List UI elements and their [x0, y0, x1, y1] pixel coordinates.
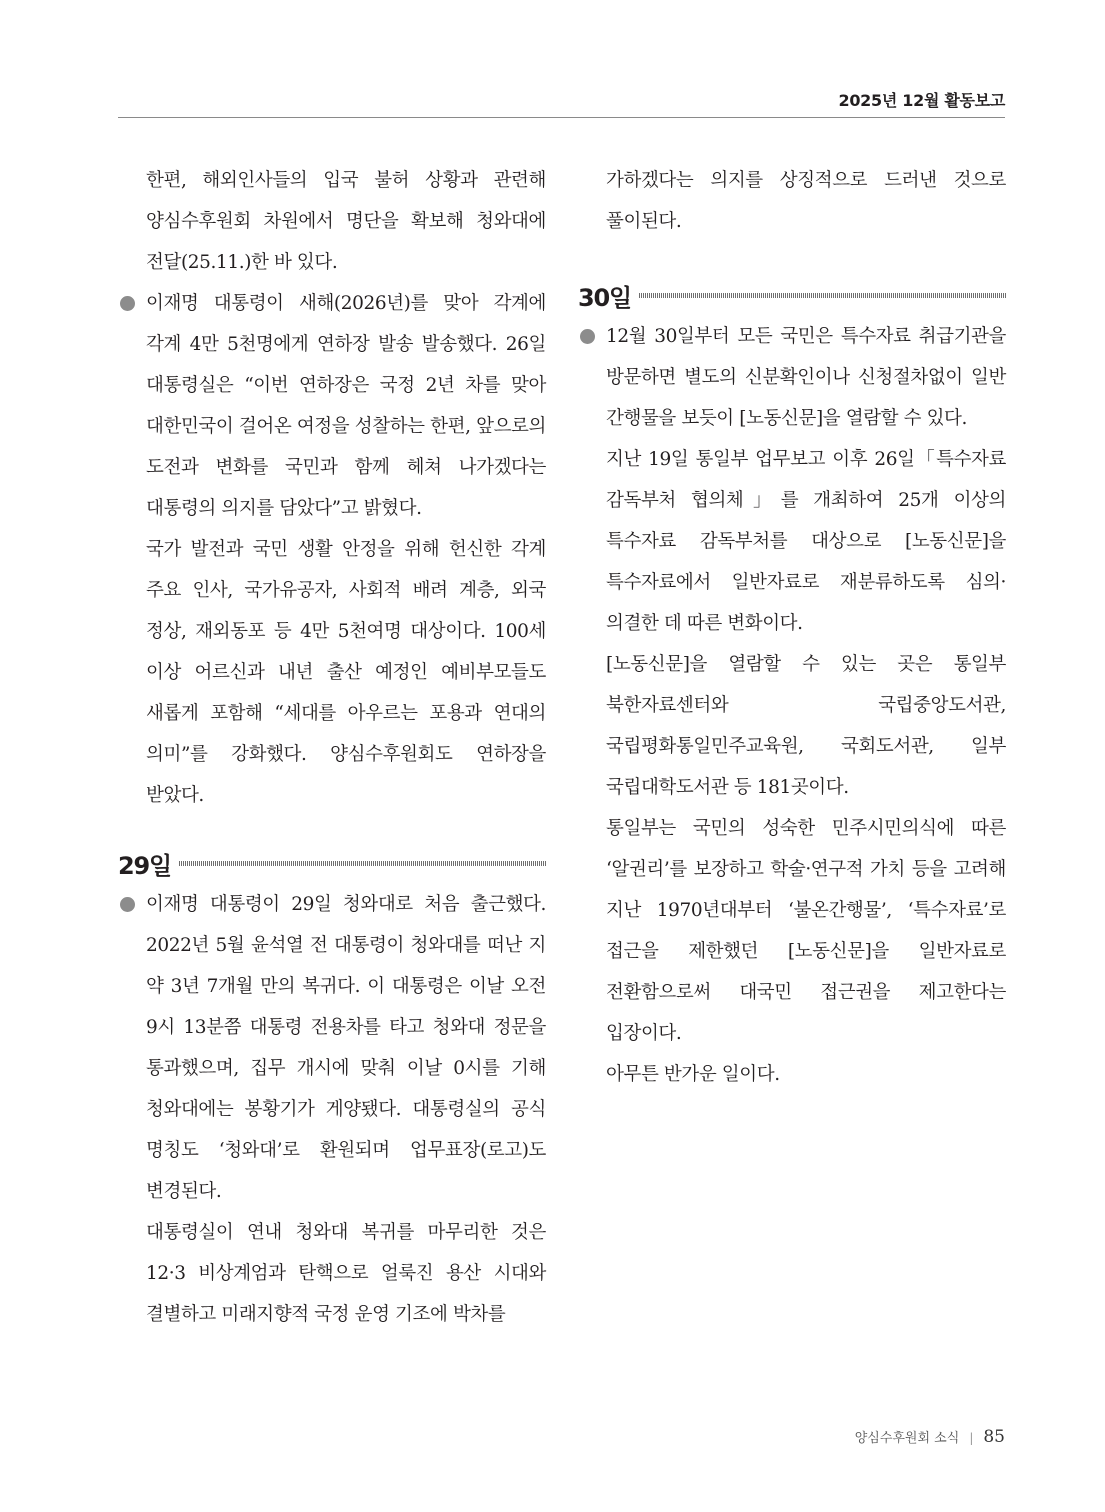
left-column	[118, 160, 546, 1335]
dotted-rule	[179, 861, 546, 866]
followup-paragraph: 지난 19일 통일부 업무보고 이후 26일「특수자료 감독부처 협의체」를 개최하여 25개 이상의 특수자료 감독부처를 대상으로 [노동신문]을 특수자료에서 일반자료로 재분류하도록 심의·의결한 데 따른 변화이다.	[606, 449, 1006, 634]
followup-paragraph: 국가 발전과 국민 생활 안정을 위해 헌신한 각계 주요 인사, 국가유공자, 사회적 배려 계층, 외국 정상, 재외동포 등 4만 5천여명 대상이다. 100세 이상 어르신과 내년 출산 예정인 예비부모들도 새롭게 포함해 “세대를 아우르는 포용과 연대의 의미”를 강화했다. 양심수후원회도 연하장을 받았다.	[146, 539, 546, 806]
running-header-title: 2025년 12월 활동보고	[838, 91, 1005, 110]
bullet-text: 이재명 대통령이 새해(2026년)를 맞아 각계에 각계 4만 5천명에게 연하장 발송 발송했다. 26일 대통령실은 “이번 연하장은 국정 2년 차를 맞아 대한민국이 걸어온 여정을 성찰하는 한편, 앞으로의 도전과 변화를 국민과 함께 헤쳐 나가겠다는 대통령의 의지를 담았다”고 밝혔다.	[146, 293, 546, 519]
followup-paragraph: 아무튼 반가운 일이다.	[606, 1064, 780, 1085]
bullet-item-rodong-sinmun	[578, 316, 1006, 439]
section-date: 30일	[578, 283, 631, 312]
followup-paragraph: 대통령실이 연내 청와대 복귀를 마무리한 것은 12·3 비상계엄과 탄핵으로 얼룩진 용산 시대와 결별하고 미래지향적 국정 운영 기조에 박차를	[146, 1222, 546, 1325]
section-date: 29일	[118, 851, 171, 880]
section-header-29	[118, 842, 546, 884]
bullet-item-new-year-cards	[118, 283, 546, 529]
continuation-paragraph: 가하겠다는 의지를 상징적으로 드러낸 것으로 풀이된다.	[606, 170, 1006, 232]
section-header-30	[578, 274, 1006, 316]
page-footer	[855, 1427, 1005, 1447]
publication-name: 양심수후원회 소식	[854, 1431, 960, 1446]
page-number: 85	[983, 1427, 1005, 1447]
bullet-icon	[120, 897, 135, 912]
bullet-icon	[580, 329, 595, 344]
footer-separator: |	[969, 1431, 974, 1445]
right-column	[578, 160, 1006, 1095]
header-divider	[118, 117, 1005, 118]
bullet-item-cheongwadae-return	[118, 884, 546, 1212]
followup-paragraph: 통일부는 국민의 성숙한 민주시민의식에 따른 ‘알권리’를 보장하고 학술·연구적 가치 등을 고려해 지난 1970년대부터 ‘불온간행물’, ‘특수자료’로 접근을 제한했던 [노동신문]을 일반자료로 전환함으로써 대국민 접근권을 제고한다는 입장이다.	[606, 818, 1006, 1044]
bullet-text: 이재명 대통령이 29일 청와대로 처음 출근했다. 2022년 5월 윤석열 전 대통령이 청와대를 떠난 지 약 3년 7개월 만의 복귀다. 이 대통령은 이날 오전 9시 13분쯤 대통령 전용차를 타고 청와대 정문을 통과했으며, 집무 개시에 맞춰 이날 0시를 기해 청와대에는 봉황기가 게양됐다. 대통령실의 공식 명칭도 ‘청와대’로 환원되며 업무표장(로고)도 변경된다.	[146, 894, 546, 1202]
intro-paragraph: 한편, 해외인사들의 입국 불허 상황과 관련해 양심수후원회 차원에서 명단을 확보해 청와대에 전달(25.11.)한 바 있다.	[146, 170, 546, 273]
bullet-text: 12월 30일부터 모든 국민은 특수자료 취급기관을 방문하면 별도의 신분확인이나 신청절차없이 일반 간행물을 보듯이 [노동신문]을 열람할 수 있다.	[606, 326, 1006, 429]
followup-paragraph: [노동신문]을 열람할 수 있는 곳은 통일부 북한자료센터와 국립중앙도서관, 국립평화통일민주교육원, 국회도서관, 일부 국립대학도서관 등 181곳이다.	[606, 654, 1006, 798]
dotted-rule	[639, 293, 1006, 298]
bullet-icon	[120, 296, 135, 311]
